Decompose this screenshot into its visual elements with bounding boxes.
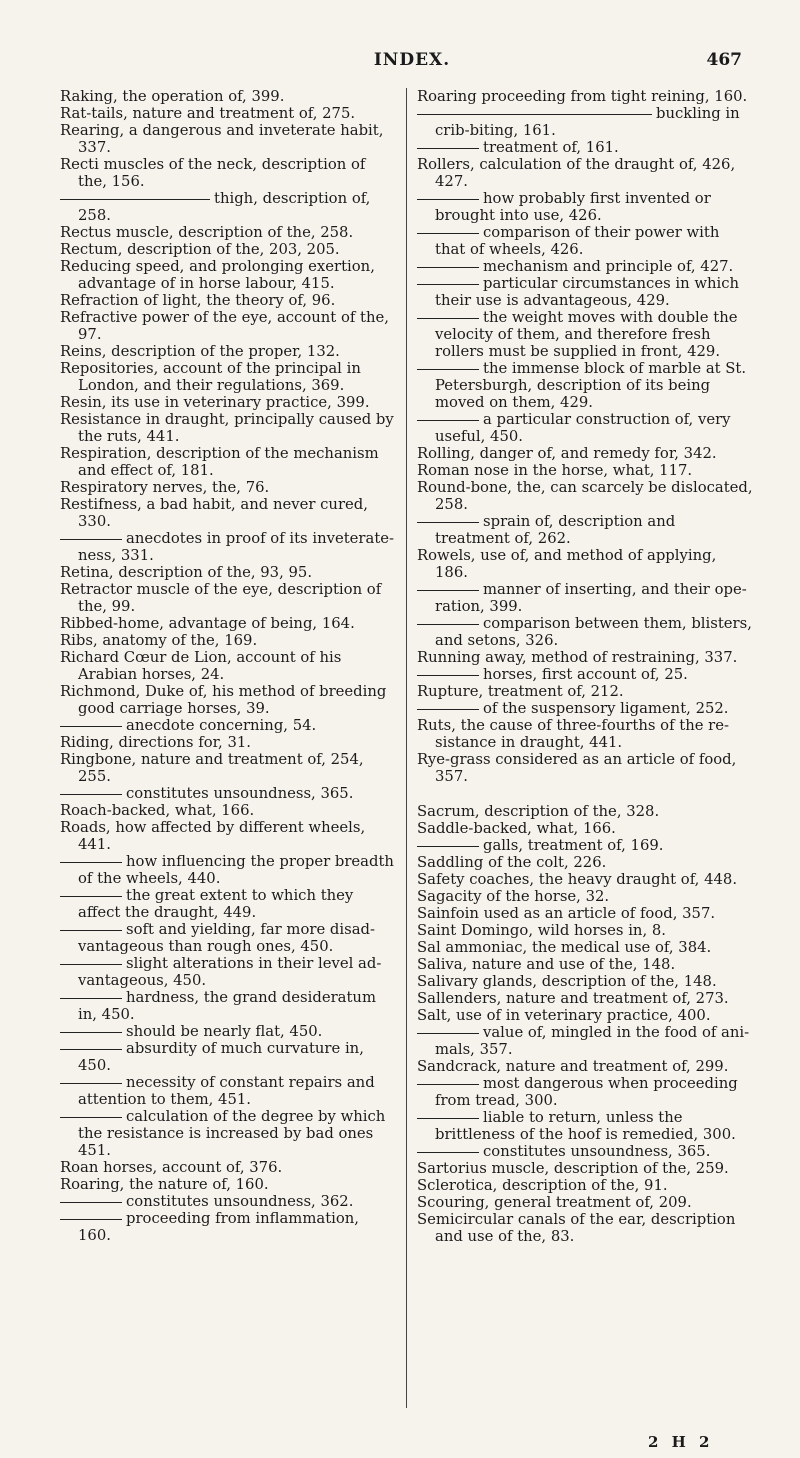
index-entry bbox=[60, 564, 396, 581]
entry-text: Restifness, a bad habit, and never cured, 330. bbox=[60, 496, 368, 530]
entry-text: constitutes unsoundness, 365. bbox=[483, 1143, 711, 1160]
entry-text: the weight moves with double the velocity of them, and therefore fresh rollers must be supplied in front, 429. bbox=[435, 309, 738, 360]
ditto-rule bbox=[417, 590, 479, 591]
ditto-rule bbox=[417, 199, 479, 200]
entry-text: Saliva, nature and use of the, 148. bbox=[417, 956, 676, 973]
entry-text: Sclerotica, description of the, 91. bbox=[417, 1177, 668, 1194]
index-entry bbox=[417, 956, 753, 973]
entry-text: Rupture, treatment of, 212. bbox=[417, 683, 624, 700]
entry-text: Sallenders, nature and treatment of, 273. bbox=[417, 990, 729, 1007]
index-subentry bbox=[60, 1040, 396, 1074]
column-divider bbox=[406, 88, 407, 1408]
entry-text: liable to return, unless the brittleness of the hoof is remedied, 300. bbox=[435, 1109, 736, 1143]
index-subentry bbox=[60, 887, 396, 921]
entry-text: slight alterations in their level ad-vantageous, 450. bbox=[78, 955, 382, 989]
index-subentry bbox=[417, 360, 753, 411]
index-subentry bbox=[417, 1109, 753, 1143]
ditto-rule bbox=[417, 267, 479, 268]
section-gap bbox=[417, 785, 753, 803]
entry-text: the great extent to which they affect the draught, 449. bbox=[78, 887, 354, 921]
entry-text: Refractive power of the eye, account of the, 97. bbox=[60, 309, 389, 343]
index-subentry bbox=[60, 989, 396, 1023]
index-subentry bbox=[60, 1074, 396, 1108]
entry-text: Ribs, anatomy of the, 169. bbox=[60, 632, 258, 649]
entry-text: Reins, description of the proper, 132. bbox=[60, 343, 340, 360]
index-entry bbox=[60, 309, 396, 343]
index-subentry bbox=[60, 1108, 396, 1159]
entry-text: buckling in crib-biting, 161. bbox=[435, 105, 740, 139]
entry-text: Ringbone, nature and treatment of, 254, 255. bbox=[60, 751, 364, 785]
entry-text: proceeding from inflammation, 160. bbox=[78, 1210, 360, 1244]
entry-text: Rat-tails, nature and treatment of, 275. bbox=[60, 105, 356, 122]
index-entry bbox=[417, 547, 753, 581]
index-subentry bbox=[60, 1210, 396, 1244]
index-subentry bbox=[60, 1193, 396, 1210]
ditto-rule bbox=[417, 420, 479, 421]
index-subentry bbox=[60, 785, 396, 802]
ditto-rule bbox=[60, 896, 122, 897]
entry-text: Rye-grass considered as an article of food, 357. bbox=[417, 751, 737, 785]
entry-text: treatment of, 161. bbox=[483, 139, 619, 156]
ditto-rule bbox=[60, 199, 210, 200]
entry-text: particular circumstances in which their use is advantageous, 429. bbox=[435, 275, 740, 309]
index-subentry bbox=[417, 513, 753, 547]
index-entry bbox=[60, 292, 396, 309]
index-subentry bbox=[417, 581, 753, 615]
entry-text: Refraction of light, the theory of, 96. bbox=[60, 292, 336, 309]
index-subentry bbox=[60, 190, 396, 224]
index-entry bbox=[417, 1058, 753, 1075]
entry-text: Richmond, Duke of, his method of breeding good carriage horses, 39. bbox=[60, 683, 387, 717]
index-entry bbox=[60, 241, 396, 258]
entry-text: Raking, the operation of, 399. bbox=[60, 88, 285, 105]
ditto-rule bbox=[417, 1084, 479, 1085]
entry-text: Ruts, the cause of three-fourths of the re-sistance in draught, 441. bbox=[417, 717, 730, 751]
entry-text: Salivary glands, description of the, 148. bbox=[417, 973, 717, 990]
entry-text: sprain of, description and treatment of, 262. bbox=[435, 513, 676, 547]
entry-text: Semicircular canals of the ear, description and use of the, 83. bbox=[417, 1211, 736, 1245]
index-entry bbox=[417, 649, 753, 666]
index-entry bbox=[60, 479, 396, 496]
index-subentry bbox=[417, 666, 753, 683]
ditto-rule bbox=[417, 284, 479, 285]
entry-text: value of, mingled in the food of ani-mals, 357. bbox=[435, 1024, 750, 1058]
entry-text: Richard Cœur de Lion, account of his Arabian horses, 24. bbox=[60, 649, 342, 683]
index-column-left bbox=[60, 88, 396, 1244]
entry-text: how probably first invented or brought into use, 426. bbox=[435, 190, 711, 224]
entry-text: should be nearly flat, 450. bbox=[126, 1023, 323, 1040]
ditto-rule bbox=[417, 1033, 479, 1034]
entry-text: Roads, how affected by different wheels, 441. bbox=[60, 819, 366, 853]
entry-text: Roach-backed, what, 166. bbox=[60, 802, 255, 819]
ditto-rule bbox=[60, 1117, 122, 1118]
ditto-rule bbox=[417, 624, 479, 625]
index-entry bbox=[60, 615, 396, 632]
page-title: INDEX. bbox=[373, 50, 451, 70]
index-entry bbox=[60, 156, 396, 190]
index-entry bbox=[60, 343, 396, 360]
entry-text: Sagacity of the horse, 32. bbox=[417, 888, 610, 905]
ditto-rule bbox=[60, 726, 122, 727]
entry-text: anecdotes in proof of its inveterate-ness, 331. bbox=[78, 530, 395, 564]
index-entry bbox=[60, 258, 396, 292]
index-subentry bbox=[60, 955, 396, 989]
entry-text: Salt, use of in veterinary practice, 400. bbox=[417, 1007, 711, 1024]
index-subentry bbox=[417, 700, 753, 717]
page-header bbox=[82, 50, 742, 74]
entry-text: Sartorius muscle, description of the, 259. bbox=[417, 1160, 729, 1177]
entry-text: thigh, description of, 258. bbox=[78, 190, 371, 224]
ditto-rule bbox=[60, 1049, 122, 1050]
entry-text: comparison of their power with that of wheels, 426. bbox=[435, 224, 720, 258]
index-entry bbox=[417, 905, 753, 922]
entry-text: Roaring, the nature of, 160. bbox=[60, 1176, 269, 1193]
entry-text: Scouring, general treatment of, 209. bbox=[417, 1194, 692, 1211]
index-entry bbox=[60, 496, 396, 530]
index-entry bbox=[417, 1160, 753, 1177]
index-entry bbox=[60, 394, 396, 411]
index-entry bbox=[60, 819, 396, 853]
index-entry bbox=[417, 888, 753, 905]
ditto-rule bbox=[417, 369, 479, 370]
index-entry bbox=[417, 820, 753, 837]
entry-text: Ribbed-home, advantage of being, 164. bbox=[60, 615, 355, 632]
entry-text: anecdote concerning, 54. bbox=[126, 717, 317, 734]
index-entry bbox=[60, 683, 396, 717]
index-entry bbox=[417, 1177, 753, 1194]
ditto-rule bbox=[417, 1152, 479, 1153]
entry-text: Recti muscles of the neck, description of the, 156. bbox=[60, 156, 366, 190]
index-entry bbox=[60, 581, 396, 615]
signature-mark: 2 H 2 bbox=[648, 1433, 714, 1451]
entry-text: Roman nose in the horse, what, 117. bbox=[417, 462, 693, 479]
entry-text: Riding, directions for, 31. bbox=[60, 734, 251, 751]
index-entry bbox=[60, 1176, 396, 1193]
entry-text: Rowels, use of, and method of applying, 186. bbox=[417, 547, 717, 581]
entry-text: Retina, description of the, 93, 95. bbox=[60, 564, 313, 581]
index-subentry bbox=[60, 921, 396, 955]
ditto-rule bbox=[417, 1118, 479, 1119]
entry-text: soft and yielding, far more disad-vantageous than rough ones, 450. bbox=[78, 921, 375, 955]
entry-text: Safety coaches, the heavy draught of, 448. bbox=[417, 871, 738, 888]
entry-text: Sainfoin used as an article of food, 357. bbox=[417, 905, 716, 922]
index-entry bbox=[60, 224, 396, 241]
entry-text: Saint Domingo, wild horses in, 8. bbox=[417, 922, 666, 939]
entry-text: Repositories, account of the principal in London, and their regulations, 369. bbox=[60, 360, 361, 394]
index-subentry bbox=[417, 105, 753, 139]
ditto-rule bbox=[60, 539, 122, 540]
index-entry bbox=[60, 734, 396, 751]
index-entry bbox=[60, 649, 396, 683]
entry-text: how influencing the proper breadth of the wheels, 440. bbox=[78, 853, 394, 887]
index-entry bbox=[60, 411, 396, 445]
index-entry bbox=[60, 360, 396, 394]
entry-text: Running away, method of restraining, 337. bbox=[417, 649, 738, 666]
index-entry bbox=[417, 922, 753, 939]
entry-text: Respiration, description of the mechanism and effect of, 181. bbox=[60, 445, 379, 479]
page-number: 467 bbox=[706, 50, 742, 70]
entry-text: the immense block of marble at St. Petersburgh, description of its being moved on them, 429. bbox=[435, 360, 747, 411]
entry-text: constitutes unsoundness, 365. bbox=[126, 785, 354, 802]
entry-text: galls, treatment of, 169. bbox=[483, 837, 664, 854]
ditto-rule bbox=[60, 1032, 122, 1033]
index-entry bbox=[417, 751, 753, 785]
entry-text: Rectum, description of the, 203, 205. bbox=[60, 241, 340, 258]
index-entry bbox=[417, 871, 753, 888]
index-entry bbox=[60, 88, 396, 105]
ditto-rule bbox=[60, 1219, 122, 1220]
entry-text: absurdity of much curvature in, 450. bbox=[78, 1040, 364, 1074]
entry-text: Resistance in draught, principally caused by the ruts, 441. bbox=[60, 411, 394, 445]
index-subentry bbox=[60, 853, 396, 887]
index-subentry bbox=[417, 190, 753, 224]
ditto-rule bbox=[417, 675, 479, 676]
ditto-rule bbox=[60, 1202, 122, 1203]
ditto-rule bbox=[60, 862, 122, 863]
index-entry bbox=[417, 1007, 753, 1024]
ditto-rule bbox=[417, 846, 479, 847]
entry-text: comparison between them, blisters, and setons, 326. bbox=[435, 615, 752, 649]
index-subentry bbox=[60, 717, 396, 734]
entry-text: Sacrum, description of the, 328. bbox=[417, 803, 660, 820]
ditto-rule bbox=[60, 964, 122, 965]
index-subentry bbox=[60, 1023, 396, 1040]
index-entry bbox=[60, 751, 396, 785]
entry-text: Sal ammoniac, the medical use of, 384. bbox=[417, 939, 712, 956]
index-subentry bbox=[417, 309, 753, 360]
entry-text: hardness, the grand desideratum in, 450. bbox=[78, 989, 376, 1023]
index-entry bbox=[417, 973, 753, 990]
entry-text: Sandcrack, nature and treatment of, 299. bbox=[417, 1058, 729, 1075]
ditto-rule bbox=[60, 930, 122, 931]
entry-text: Rearing, a dangerous and inveterate habit, 337. bbox=[60, 122, 384, 156]
index-subentry bbox=[417, 258, 753, 275]
ditto-rule bbox=[417, 114, 652, 115]
index-subentry bbox=[417, 139, 753, 156]
index-entry bbox=[417, 445, 753, 462]
ditto-rule bbox=[60, 794, 122, 795]
entry-text: manner of inserting, and their ope-ration, 399. bbox=[435, 581, 747, 615]
index-entry bbox=[417, 854, 753, 871]
index-subentry bbox=[60, 530, 396, 564]
entry-text: horses, first account of, 25. bbox=[483, 666, 688, 683]
entry-text: most dangerous when proceeding from tread, 300. bbox=[435, 1075, 738, 1109]
index-entry bbox=[417, 479, 753, 513]
ditto-rule bbox=[417, 709, 479, 710]
index-entry bbox=[417, 1211, 753, 1245]
ditto-rule bbox=[60, 1083, 122, 1084]
index-entry bbox=[60, 122, 396, 156]
entry-text: Retractor muscle of the eye, description of the, 99. bbox=[60, 581, 382, 615]
index-entry bbox=[417, 156, 753, 190]
entry-text: Saddling of the colt, 226. bbox=[417, 854, 607, 871]
ditto-rule bbox=[60, 998, 122, 999]
entry-text: Saddle-backed, what, 166. bbox=[417, 820, 616, 837]
entry-text: necessity of constant repairs and attention to them, 451. bbox=[78, 1074, 375, 1108]
ditto-rule bbox=[417, 233, 479, 234]
ditto-rule bbox=[417, 522, 479, 523]
index-entry bbox=[60, 802, 396, 819]
ditto-rule bbox=[417, 318, 479, 319]
index-column-right bbox=[417, 88, 753, 1245]
entry-text: mechanism and principle of, 427. bbox=[483, 258, 734, 275]
index-subentry bbox=[417, 1024, 753, 1058]
entry-text: calculation of the degree by which the resistance is increased by bad ones 451. bbox=[78, 1108, 386, 1159]
index-subentry bbox=[417, 224, 753, 258]
index-entry bbox=[417, 990, 753, 1007]
index-subentry bbox=[417, 275, 753, 309]
index-entry bbox=[60, 1159, 396, 1176]
entry-text: Rectus muscle, description of the, 258. bbox=[60, 224, 354, 241]
index-subentry bbox=[417, 1075, 753, 1109]
index-subentry bbox=[417, 411, 753, 445]
index-entry bbox=[417, 939, 753, 956]
entry-text: Rolling, danger of, and remedy for, 342. bbox=[417, 445, 717, 462]
index-entry bbox=[417, 88, 753, 105]
ditto-rule bbox=[417, 148, 479, 149]
entry-text: a particular construction of, very useful, 450. bbox=[435, 411, 731, 445]
index-entry bbox=[60, 445, 396, 479]
entry-text: Respiratory nerves, the, 76. bbox=[60, 479, 270, 496]
index-entry bbox=[417, 1194, 753, 1211]
index-subentry bbox=[417, 615, 753, 649]
entry-text: Rollers, calculation of the draught of, 426, 427. bbox=[417, 156, 736, 190]
index-entry bbox=[417, 717, 753, 751]
entry-text: of the suspensory ligament, 252. bbox=[483, 700, 729, 717]
index-entry bbox=[417, 803, 753, 820]
entry-text: Resin, its use in veterinary practice, 399. bbox=[60, 394, 370, 411]
entry-text: Roan horses, account of, 376. bbox=[60, 1159, 283, 1176]
index-entry bbox=[60, 105, 396, 122]
entry-text: Reducing speed, and prolonging exertion, advantage of in horse labour, 415. bbox=[60, 258, 375, 292]
index-subentry bbox=[417, 837, 753, 854]
index-entry bbox=[60, 632, 396, 649]
entry-text: Round-bone, the, can scarcely be dislocated, 258. bbox=[417, 479, 753, 513]
index-entry bbox=[417, 462, 753, 479]
index-entry bbox=[417, 683, 753, 700]
entry-text: constitutes unsoundness, 362. bbox=[126, 1193, 354, 1210]
index-subentry bbox=[417, 1143, 753, 1160]
entry-text: Roaring proceeding from tight reining, 160. bbox=[417, 88, 748, 105]
